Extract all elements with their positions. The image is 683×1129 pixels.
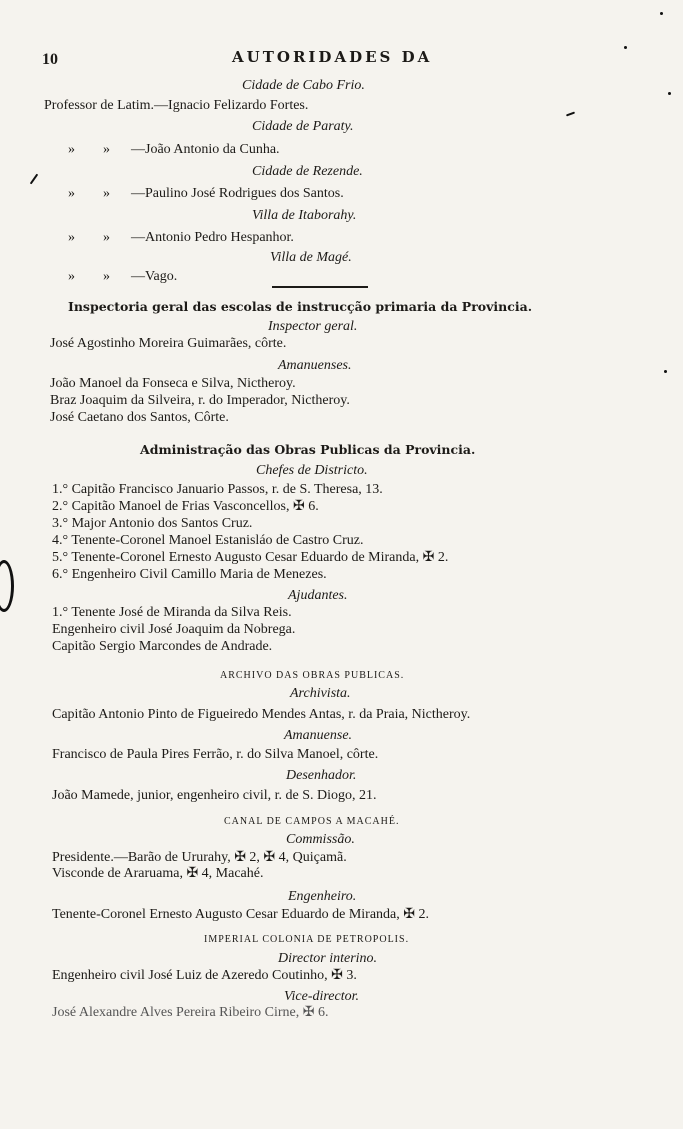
entry-desenhador: João Mamede, junior, engenheiro civil, r. de S. Diogo, 21. bbox=[52, 788, 377, 803]
divider-rule bbox=[272, 286, 368, 288]
entry-chefe-3: 3.° Major Antonio dos Santos Cruz. bbox=[52, 516, 253, 531]
subheading-paraty: Cidade de Paraty. bbox=[252, 119, 354, 134]
page-number: 10 bbox=[42, 51, 58, 68]
label-ajudantes: Ajudantes. bbox=[288, 588, 348, 603]
entry-presidente: Presidente.—Barão de Ururahy, ✠ 2, ✠ 4, Quiçamã. bbox=[52, 850, 347, 865]
entry-chefe-2: 2.° Capitão Manoel de Frias Vasconcellos, ✠ 6. bbox=[52, 499, 319, 514]
entry-inspector: José Agostinho Moreira Guimarães, côrte. bbox=[50, 336, 287, 351]
entry-ajudante-3: Capitão Sergio Marcondes de Andrade. bbox=[52, 639, 273, 654]
entry-chefe-6: 6.° Engenheiro Civil Camillo Maria de Menezes. bbox=[52, 567, 327, 582]
entry-amanuense-3: José Caetano dos Santos, Côrte. bbox=[50, 410, 229, 425]
label-desenhador: Desenhador. bbox=[286, 768, 357, 783]
scan-speck bbox=[660, 12, 663, 15]
entry-amanuense-1: João Manoel da Fonseca e Silva, Nictheroy. bbox=[50, 376, 296, 391]
entry-director: Engenheiro civil José Luiz de Azeredo Coutinho, ✠ 3. bbox=[52, 968, 357, 983]
label-chefes: Chefes de Districto. bbox=[256, 463, 368, 478]
scan-speck bbox=[566, 112, 575, 117]
entry-ajudante-2: Engenheiro civil José Joaquim da Nobrega. bbox=[52, 622, 296, 637]
scan-speck bbox=[664, 370, 667, 373]
label-director: Director interino. bbox=[278, 951, 378, 966]
scan-speck bbox=[624, 46, 627, 49]
heading-inspectoria: Inspectoria geral das escolas de instrucção primaria da Provincia. bbox=[68, 299, 533, 314]
entry-amanuense: Francisco de Paula Pires Ferrão, r. do Silva Manoel, côrte. bbox=[52, 747, 379, 762]
subheading-cabo-frio: Cidade de Cabo Frio. bbox=[242, 78, 365, 93]
entry-paraty: » » —João Antonio da Cunha. bbox=[68, 142, 280, 157]
entry-itaborahy: » » —Antonio Pedro Hespanhor. bbox=[68, 230, 294, 245]
entry-amanuense-2: Braz Joaquim da Silveira, r. do Imperador, Nictheroy. bbox=[50, 393, 350, 408]
label-amanuenses: Amanuenses. bbox=[278, 358, 352, 373]
label-archivista: Archivista. bbox=[290, 686, 351, 701]
running-title: AUTORIDADES DA bbox=[232, 48, 433, 66]
label-vice-director: Vice-director. bbox=[284, 989, 360, 1004]
label-inspector: Inspector geral. bbox=[268, 319, 358, 334]
heading-archivo: ARCHIVO DAS OBRAS PUBLICAS. bbox=[220, 670, 405, 681]
label-engenheiro: Engenheiro. bbox=[288, 889, 357, 904]
entry-cabo-frio: Professor de Latim.—Ignacio Felizardo Fortes. bbox=[44, 98, 309, 113]
heading-obras: Administração das Obras Publicas da Provincia. bbox=[140, 442, 476, 457]
entry-visconde: Visconde de Araruama, ✠ 4, Macahé. bbox=[52, 866, 264, 881]
scan-speck bbox=[668, 92, 671, 95]
binding-hole-mark bbox=[0, 560, 14, 612]
entry-mage: » » —Vago. bbox=[68, 269, 178, 284]
entry-archivista: Capitão Antonio Pinto de Figueiredo Mendes Antas, r. da Praia, Nictheroy. bbox=[52, 707, 471, 722]
heading-colonia: IMPERIAL COLONIA DE PETROPOLIS. bbox=[204, 934, 410, 945]
entry-ajudante-1: 1.° Tenente José de Miranda da Silva Reis. bbox=[52, 605, 292, 620]
label-commissao: Commissão. bbox=[286, 832, 355, 847]
entry-rezende: » » —Paulino José Rodrigues dos Santos. bbox=[68, 186, 344, 201]
subheading-mage: Villa de Magé. bbox=[270, 250, 352, 265]
heading-canal: CANAL DE CAMPOS A MACAHÉ. bbox=[224, 816, 400, 827]
entry-vice-director: José Alexandre Alves Pereira Ribeiro Cirne, ✠ 6. bbox=[52, 1005, 329, 1020]
subheading-rezende: Cidade de Rezende. bbox=[252, 164, 363, 179]
entry-engenheiro: Tenente-Coronel Ernesto Augusto Cesar Eduardo de Miranda, ✠ 2. bbox=[52, 907, 429, 922]
scan-speck bbox=[30, 174, 39, 185]
label-amanuense: Amanuense. bbox=[284, 728, 353, 743]
subheading-itaborahy: Villa de Itaborahy. bbox=[252, 208, 357, 223]
entry-chefe-5: 5.° Tenente-Coronel Ernesto Augusto Cesar Eduardo de Miranda, ✠ 2. bbox=[52, 550, 449, 565]
entry-chefe-1: 1.° Capitão Francisco Januario Passos, r. de S. Theresa, 13. bbox=[52, 482, 383, 497]
entry-chefe-4: 4.° Tenente-Coronel Manoel Estanisláo de Castro Cruz. bbox=[52, 533, 364, 548]
